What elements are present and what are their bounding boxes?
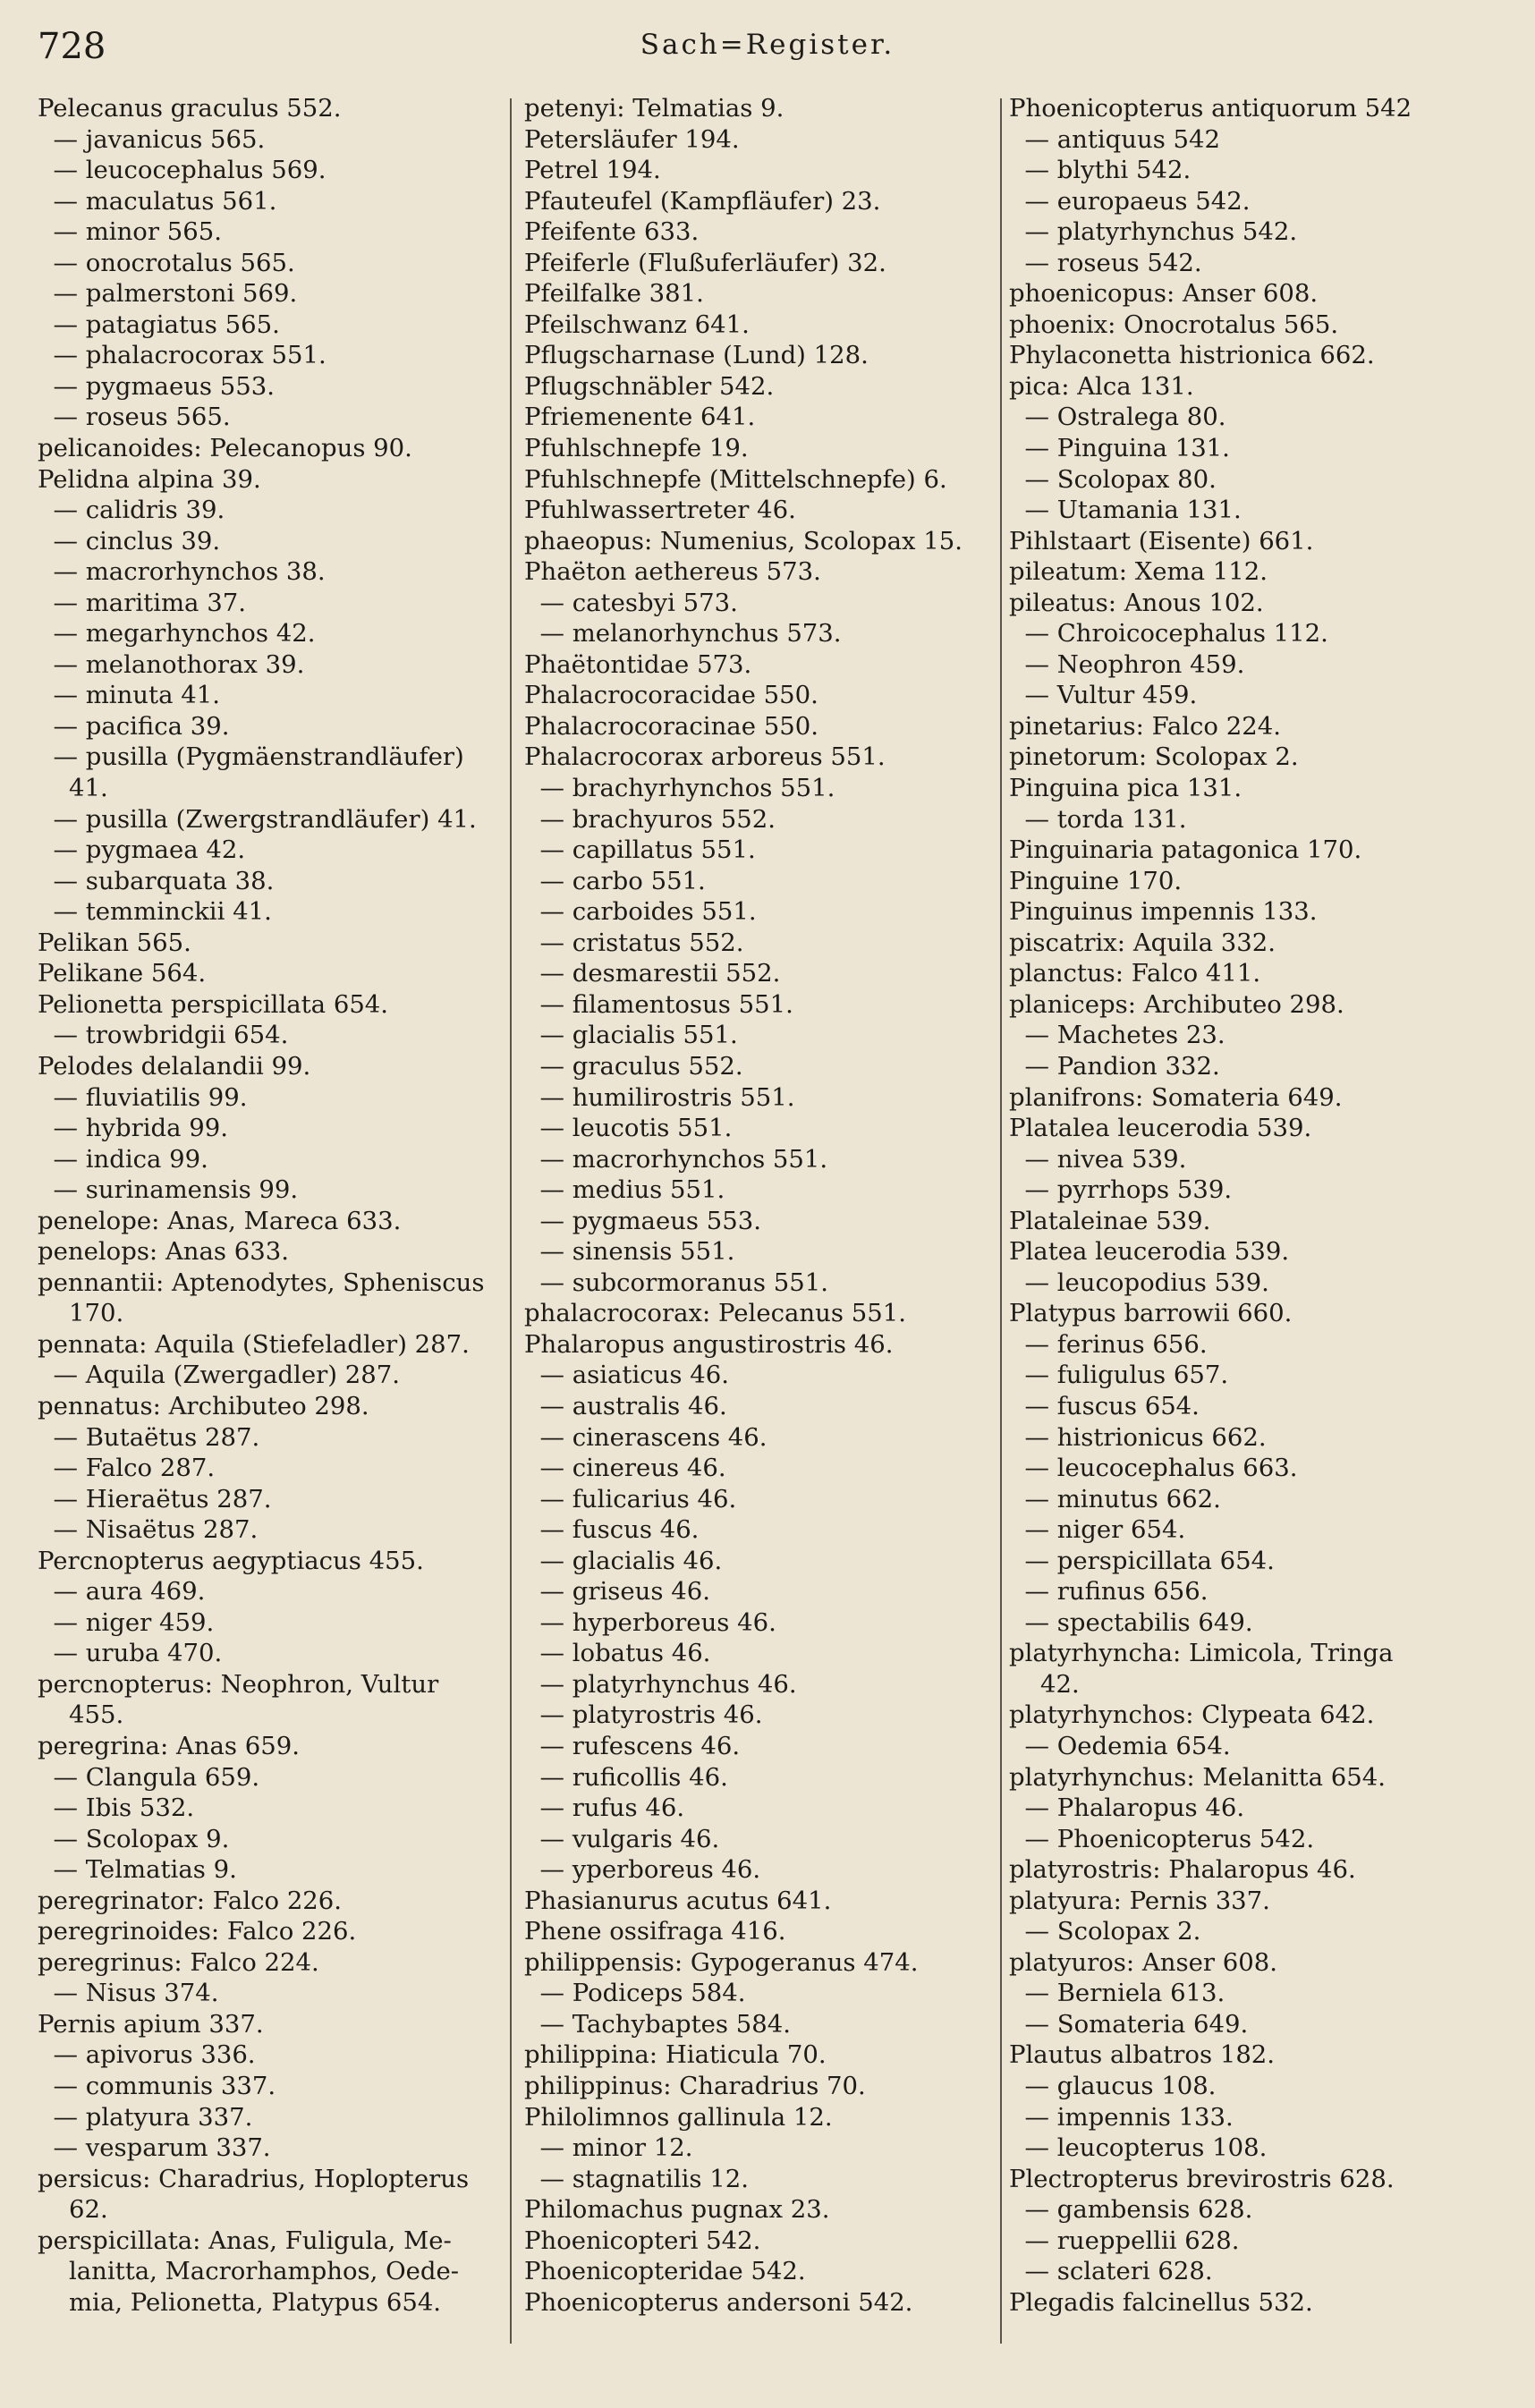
- index-entry: 62.: [38, 2195, 108, 2225]
- index-entry: — carbo 551.: [524, 866, 706, 895]
- column-divider: [510, 98, 512, 2344]
- index-entry: Phalacrocoracinae 550.: [524, 711, 818, 741]
- index-entry: — Aquila (Zwergadler) 287.: [38, 1361, 400, 1390]
- index-entry: Philomachus pugnax 23.: [524, 2195, 830, 2225]
- index-entry: — phalacrocorax 551.: [38, 341, 327, 370]
- index-entry: — patagiatus 565.: [38, 309, 280, 339]
- index-entry: — yperboreus 46.: [524, 1855, 761, 1885]
- index-entry: — Scolopax 80.: [1009, 464, 1217, 494]
- index-entry: peregrinoides: Falco 226.: [38, 1917, 357, 1946]
- index-entry: — Hieraëtus 287.: [38, 1484, 272, 1513]
- column-divider: [1000, 98, 1002, 2344]
- index-entry: — vesparum 337.: [38, 2133, 271, 2163]
- index-entry: — leucotis 551.: [524, 1114, 733, 1143]
- index-entry: — brachyrhynchos 551.: [524, 774, 835, 803]
- index-entry: — minutus 662.: [1009, 1484, 1221, 1513]
- page-number: 728: [38, 26, 106, 67]
- index-entry: penelops: Anas 633.: [38, 1237, 289, 1267]
- index-entry: — medius 551.: [524, 1175, 725, 1205]
- index-entry: Pfeifente 633.: [524, 217, 700, 247]
- index-entry: — carboides 551.: [524, 897, 757, 927]
- index-entry: — cinereus 46.: [524, 1454, 726, 1483]
- index-entry: Phoenicopteridae 542.: [524, 2257, 806, 2286]
- index-entry: peregrina: Anas 659.: [38, 1731, 301, 1760]
- index-entry: 170.: [38, 1299, 124, 1328]
- index-entry: — minor 565.: [38, 217, 222, 247]
- index-entry: — subarquata 38.: [38, 866, 275, 895]
- index-entry: pica: Alca 131.: [1009, 371, 1194, 401]
- index-entry: Phylaconetta histrionica 662.: [1009, 341, 1375, 370]
- index-entry: — rufinus 656.: [1009, 1577, 1208, 1607]
- index-entry: — perspicillata 654.: [1009, 1546, 1275, 1575]
- index-entry: Platypus barrowii 660.: [1009, 1299, 1293, 1328]
- index-entry: Phoenicopterus andersoni 542.: [524, 2287, 913, 2317]
- index-entry: — griseus 46.: [524, 1577, 710, 1607]
- index-entry: — asiaticus 46.: [524, 1361, 729, 1390]
- index-entry: Pfriemenente 641.: [524, 403, 756, 432]
- index-entry: — vulgaris 46.: [524, 1824, 720, 1853]
- index-entry: — Telmatias 9.: [38, 1855, 237, 1885]
- index-entry: — sinensis 551.: [524, 1237, 735, 1267]
- index-entry: phoenicopus: Anser 608.: [1009, 279, 1319, 309]
- index-entry: pileatus: Anous 102.: [1009, 588, 1264, 617]
- index-entry: 455.: [38, 1700, 124, 1730]
- index-entry: Plautus albatros 182.: [1009, 2040, 1276, 2070]
- index-entry: petenyi: Telmatias 9.: [524, 94, 784, 123]
- index-entry: penelope: Anas, Mareca 633.: [38, 1206, 402, 1235]
- index-entry: — sclateri 628.: [1009, 2257, 1213, 2286]
- index-entry: — Ibis 532.: [38, 1793, 195, 1823]
- index-entry: Phaëton aethereus 573.: [524, 557, 821, 587]
- index-entry: Pelikane 564.: [38, 959, 207, 988]
- index-entry: lanitta, Macrorhamphos, Oede-: [38, 2257, 460, 2286]
- index-entry: — trowbridgii 654.: [38, 1021, 289, 1050]
- index-entry: Plataleinae 539.: [1009, 1206, 1211, 1235]
- index-entry: Pfuhlwassertreter 46.: [524, 496, 796, 525]
- index-entry: — leucocephalus 663.: [1009, 1454, 1298, 1483]
- index-entry: Pfeiferle (Flußuferläufer) 32.: [524, 248, 886, 277]
- index-entry: — glacialis 551.: [524, 1021, 738, 1050]
- index-entry: — Utamania 131.: [1009, 496, 1242, 525]
- index-entry: planctus: Falco 411.: [1009, 959, 1261, 988]
- index-entry: — fuligulus 657.: [1009, 1361, 1229, 1390]
- index-entry: — australis 46.: [524, 1391, 727, 1420]
- index-entry: Pelikan 565.: [38, 928, 191, 957]
- index-entry: — maculatus 561.: [38, 186, 277, 216]
- index-entry: — Tachybaptes 584.: [524, 2009, 791, 2039]
- index-entry: perspicillata: Anas, Fuligula, Me-: [38, 2226, 452, 2255]
- index-entry: — histrionicus 662.: [1009, 1422, 1267, 1452]
- index-entry: Plectropterus brevirostris 628.: [1009, 2164, 1395, 2193]
- index-entry: platyrhynchos: Clypeata 642.: [1009, 1700, 1375, 1730]
- index-entry: Phaëtontidae 573.: [524, 649, 752, 679]
- index-entry: — Neophron 459.: [1009, 649, 1245, 679]
- index-entry: — macrorhynchos 38.: [38, 557, 326, 587]
- index-entry: — Phalaropus 46.: [1009, 1793, 1245, 1823]
- index-entry: — fuscus 46.: [524, 1515, 700, 1545]
- index-entry: Pihlstaart (Eisente) 661.: [1009, 526, 1314, 555]
- index-entry: phaeopus: Numenius, Scolopax 15.: [524, 526, 963, 555]
- index-entry: Pfauteufel (Kampfläufer) 23.: [524, 186, 881, 216]
- index-entry: piscatrix: Aquila 332.: [1009, 928, 1276, 957]
- index-entry: — leucocephalus 569.: [38, 156, 327, 185]
- index-entry: — cinerascens 46.: [524, 1422, 768, 1452]
- index-entry: Phoenicopterus antiquorum 542: [1009, 94, 1412, 123]
- index-entry: — Chroicocephalus 112.: [1009, 619, 1328, 649]
- index-entry: — aura 469.: [38, 1577, 206, 1607]
- index-entry: — Machetes 23.: [1009, 1021, 1225, 1050]
- index-entry: — macrorhynchos 551.: [524, 1144, 828, 1174]
- index-entry: Pinguina pica 131.: [1009, 774, 1242, 803]
- index-entry: — brachyuros 552.: [524, 804, 776, 834]
- index-column-2: [524, 93, 996, 2401]
- index-entry: — roseus 542.: [1009, 248, 1202, 277]
- index-entry: planifrons: Somateria 649.: [1009, 1082, 1343, 1112]
- index-entry: — Ostralega 80.: [1009, 403, 1226, 432]
- index-entry: Percnopterus aegyptiacus 455.: [38, 1546, 424, 1575]
- index-entry: mia, Pelionetta, Platypus 654.: [38, 2287, 442, 2317]
- index-entry: — cristatus 552.: [524, 928, 744, 957]
- index-entry: platyura: Pernis 337.: [1009, 1886, 1270, 1915]
- index-entry: — melanothorax 39.: [38, 649, 305, 679]
- index-entry: — pacifica 39.: [38, 711, 230, 741]
- index-entry: phoenix: Onocrotalus 565.: [1009, 309, 1339, 339]
- index-entry: peregrinator: Falco 226.: [38, 1886, 343, 1915]
- index-entry: — hybrida 99.: [38, 1114, 228, 1143]
- index-entry: Pelionetta perspicillata 654.: [38, 989, 389, 1019]
- index-entry: pennata: Aquila (Stiefeladler) 287.: [38, 1329, 470, 1359]
- index-entry: platyrhynchus: Melanitta 654.: [1009, 1762, 1387, 1792]
- index-entry: Phalacrocoracidae 550.: [524, 681, 818, 710]
- index-entry: Phene ossifraga 416.: [524, 1917, 786, 1946]
- index-entry: philippina: Hiaticula 70.: [524, 2040, 827, 2070]
- index-entry: — hyperboreus 46.: [524, 1607, 776, 1637]
- index-entry: pileatum: Xema 112.: [1009, 557, 1268, 587]
- index-entry: — leucopterus 108.: [1009, 2133, 1268, 2163]
- index-entry: — minor 12.: [524, 2133, 693, 2163]
- index-entry: — rufescens 46.: [524, 1731, 741, 1760]
- index-entry: — Podiceps 584.: [524, 1979, 746, 2008]
- index-column-3: [1009, 93, 1510, 2401]
- index-entry: — pygmaeus 553.: [524, 1206, 762, 1235]
- index-entry: — calidris 39.: [38, 496, 225, 525]
- index-entry: — megarhynchos 42.: [38, 619, 316, 649]
- index-entry: — maritima 37.: [38, 588, 246, 617]
- index-entry: philippensis: Gypogeranus 474.: [524, 1947, 919, 1977]
- index-entry: — Oedemia 654.: [1009, 1731, 1231, 1760]
- index-entry: phalacrocorax: Pelecanus 551.: [524, 1299, 906, 1328]
- index-entry: — platyrostris 46.: [524, 1700, 763, 1730]
- index-entry: — platyura 337.: [38, 2102, 253, 2132]
- index-entry: Pinguinaria patagonica 170.: [1009, 835, 1362, 865]
- index-entry: — filamentosus 551.: [524, 989, 793, 1019]
- index-entry: Pflugschnäbler 542.: [524, 371, 775, 401]
- index-entry: — Pandion 332.: [1009, 1051, 1220, 1081]
- index-entry: platyuros: Anser 608.: [1009, 1947, 1277, 1977]
- index-entry: — communis 337.: [38, 2072, 276, 2100]
- index-entry: Pelecanus graculus 552.: [38, 94, 342, 123]
- index-entry: — Scolopax 9.: [38, 1824, 230, 1853]
- index-entry: Pinguine 170.: [1009, 866, 1183, 895]
- index-entry: 42.: [1009, 1669, 1080, 1699]
- index-entry: platyrhyncha: Limicola, Tringa: [1009, 1639, 1394, 1668]
- index-entry: pinetorum: Scolopax 2.: [1009, 742, 1299, 772]
- index-entry: Platalea leucerodia 539.: [1009, 1114, 1312, 1143]
- index-entry: Platea leucerodia 539.: [1009, 1237, 1290, 1267]
- index-entry: — ferinus 656.: [1009, 1329, 1208, 1359]
- index-entry: — platyrhynchus 542.: [1009, 217, 1298, 247]
- index-entry: — desmarestii 552.: [524, 959, 781, 988]
- index-entry: Phalaropus angustirostris 46.: [524, 1329, 894, 1359]
- index-entry: Petrel 194.: [524, 156, 661, 185]
- index-entry: Pelidna alpina 39.: [38, 464, 261, 494]
- index-entry: — Clangula 659.: [38, 1762, 260, 1792]
- index-entry: — antiquus 542: [1009, 124, 1221, 154]
- index-entry: — platyrhynchus 46.: [524, 1669, 797, 1699]
- running-head: Sach=Register.: [640, 29, 895, 61]
- index-entry: — onocrotalus 565.: [38, 248, 295, 277]
- index-entry: — apivorus 336.: [38, 2040, 256, 2070]
- index-entry: — surinamensis 99.: [38, 1175, 299, 1205]
- index-entry: — temminckii 41.: [38, 897, 272, 927]
- index-entry: — pusilla (Zwergstrandläufer) 41.: [38, 804, 477, 834]
- index-entry: — rueppellii 628.: [1009, 2226, 1240, 2255]
- index-entry: Pelodes delalandii 99.: [38, 1051, 311, 1081]
- index-entry: — cinclus 39.: [38, 526, 221, 555]
- index-entry: — nivea 539.: [1009, 1144, 1187, 1174]
- index-entry: — Scolopax 2.: [1009, 1917, 1201, 1946]
- index-entry: — fulicarius 46.: [524, 1484, 737, 1513]
- index-entry: — pusilla (Pygmäenstrandläufer): [38, 742, 464, 772]
- index-entry: 41.: [38, 774, 108, 803]
- index-entry: — impennis 133.: [1009, 2102, 1234, 2132]
- index-entry: Pfeilschwanz 641.: [524, 309, 750, 339]
- index-entry: percnopterus: Neophron, Vultur: [38, 1669, 439, 1699]
- index-entry: pennantii: Aptenodytes, Spheniscus: [38, 1268, 485, 1297]
- index-entry: — humilirostris 551.: [524, 1082, 795, 1112]
- index-entry: — indica 99.: [38, 1144, 208, 1174]
- index-entry: Pinguinus impennis 133.: [1009, 897, 1318, 927]
- index-entry: platyrostris: Phalaropus 46.: [1009, 1855, 1356, 1885]
- index-entry: Phoenicopteri 542.: [524, 2226, 761, 2255]
- index-entry: — Phoenicopterus 542.: [1009, 1824, 1315, 1853]
- index-entry: — glacialis 46.: [524, 1546, 723, 1575]
- index-entry: pelicanoides: Pelecanopus 90.: [38, 434, 412, 463]
- index-entry: — lobatus 46.: [524, 1639, 711, 1668]
- index-entry: peregrinus: Falco 224.: [38, 1947, 319, 1977]
- index-entry: — subcormoranus 551.: [524, 1268, 828, 1297]
- index-entry: — ruficollis 46.: [524, 1762, 728, 1792]
- index-entry: — rufus 46.: [524, 1793, 685, 1823]
- index-entry: — Somateria 649.: [1009, 2009, 1249, 2039]
- index-entry: Pfuhlschnepfe (Mittelschnepfe) 6.: [524, 464, 947, 494]
- index-entry: Pfeilfalke 381.: [524, 279, 704, 309]
- index-entry: Plegadis falcinellus 532.: [1009, 2287, 1313, 2317]
- index-entry: — gambensis 628.: [1009, 2195, 1253, 2225]
- index-entry: — uruba 470.: [38, 1639, 223, 1668]
- index-entry: pinetarius: Falco 224.: [1009, 711, 1281, 741]
- index-entry: — europaeus 542.: [1009, 186, 1251, 216]
- index-entry: — niger 459.: [38, 1607, 215, 1637]
- index-entry: planiceps: Archibuteo 298.: [1009, 989, 1344, 1019]
- index-entry: — melanorhynchus 573.: [524, 619, 842, 649]
- index-entry: pennatus: Archibuteo 298.: [38, 1391, 369, 1420]
- index-entry: — niger 654.: [1009, 1515, 1186, 1545]
- index-entry: — Nisus 374.: [38, 1979, 219, 2008]
- index-entry: Philolimnos gallinula 12.: [524, 2102, 833, 2132]
- index-entry: Phasianurus acutus 641.: [524, 1886, 832, 1915]
- index-entry: Pfuhlschnepfe 19.: [524, 434, 749, 463]
- index-entry: — stagnatilis 12.: [524, 2164, 750, 2193]
- index-entry: — catesbyi 573.: [524, 588, 738, 617]
- index-entry: Petersläufer 194.: [524, 124, 740, 154]
- index-entry: — roseus 565.: [38, 403, 231, 432]
- index-entry: — palmerstoni 569.: [38, 279, 298, 309]
- index-entry: — javanicus 565.: [38, 124, 266, 154]
- index-entry: — spectabilis 649.: [1009, 1607, 1253, 1637]
- index-entry: — minuta 41.: [38, 681, 220, 710]
- index-entry: — Berniela 613.: [1009, 1979, 1225, 2008]
- index-column-1: [38, 93, 505, 2401]
- index-entry: — capillatus 551.: [524, 835, 756, 865]
- index-entry: — pygmaeus 553.: [38, 371, 276, 401]
- index-entry: — fuscus 654.: [1009, 1391, 1200, 1420]
- index-entry: Phalacrocorax arboreus 551.: [524, 742, 886, 772]
- index-entry: — Vultur 459.: [1009, 681, 1198, 710]
- index-entry: — blythi 542.: [1009, 156, 1192, 185]
- index-entry: — glaucus 108.: [1009, 2072, 1217, 2100]
- index-entry: — fluviatilis 99.: [38, 1082, 248, 1112]
- index-entry: — Nisaëtus 287.: [38, 1515, 259, 1545]
- index-entry: persicus: Charadrius, Hoplopterus: [38, 2164, 470, 2193]
- index-entry: — Pinguina 131.: [1009, 434, 1230, 463]
- index-entry: Pflugscharnase (Lund) 128.: [524, 341, 869, 370]
- index-entry: — torda 131.: [1009, 804, 1187, 834]
- index-entry: — Butaëtus 287.: [38, 1422, 260, 1452]
- index-entry: — pygmaea 42.: [38, 835, 246, 865]
- index-entry: — Falco 287.: [38, 1454, 216, 1483]
- index-entry: — leucopodius 539.: [1009, 1268, 1269, 1297]
- index-entry: philippinus: Charadrius 70.: [524, 2072, 866, 2100]
- index-entry: — graculus 552.: [524, 1051, 743, 1081]
- index-entry: — pyrrhops 539.: [1009, 1175, 1233, 1205]
- index-entry: Pernis apium 337.: [38, 2009, 264, 2039]
